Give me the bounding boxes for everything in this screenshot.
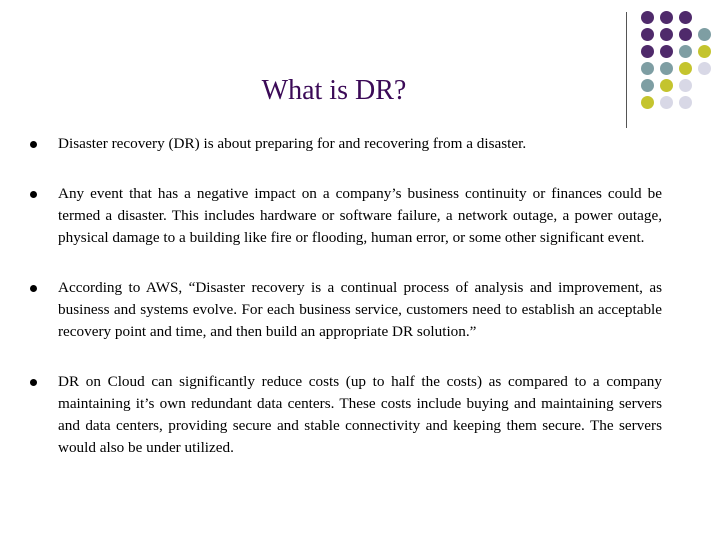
dot xyxy=(698,28,711,41)
dot xyxy=(641,28,654,41)
dot xyxy=(679,45,692,58)
decorative-dot-grid xyxy=(0,0,720,140)
bullet-item xyxy=(30,277,662,343)
dot xyxy=(660,45,673,58)
bullet-dot-icon xyxy=(30,379,37,386)
dot xyxy=(641,45,654,58)
dot xyxy=(698,45,711,58)
bullet-text: DR on Cloud can significantly reduce costs (up to half the costs) as compared to a company maintaining it’s own redundant data centers. These costs include buying and maintaining servers and data centers, providing secure and stable connectivity and keeping them secure. The servers would also be under utilized. xyxy=(58,373,662,456)
dot xyxy=(679,96,692,109)
bullet-item xyxy=(30,133,662,155)
bullet-dot-icon xyxy=(30,191,37,198)
dot xyxy=(679,11,692,24)
bullet-dot-icon xyxy=(30,141,37,148)
bullet-text: Any event that has a negative impact on a company’s business continuity or finances could be termed a disaster. This includes hardware or software failure, a network outage, a power outage, physical damage to a building like fire or flooding, human error, or some other significant event. xyxy=(58,185,662,246)
bullet-list xyxy=(30,130,662,459)
dot xyxy=(679,28,692,41)
dot xyxy=(641,11,654,24)
slide-title: What is DR? xyxy=(261,75,407,106)
dot xyxy=(679,79,692,92)
dot xyxy=(698,62,711,75)
bullet-item xyxy=(30,183,662,249)
bullet-dot-icon xyxy=(30,285,37,292)
dot xyxy=(660,28,673,41)
decorative-vertical-line xyxy=(626,12,627,128)
dot xyxy=(660,11,673,24)
bullet-text: According to AWS, “Disaster recovery is a continual process of analysis and improvement, as business and systems evolve. For each business service, customers need to establish an acceptable recovery point and time, and then build an appropriate DR solution.” xyxy=(58,279,662,340)
bullet-item xyxy=(30,371,662,459)
dot xyxy=(679,62,692,75)
bullet-text: Disaster recovery (DR) is about preparing for and recovering from a disaster. xyxy=(58,135,527,152)
